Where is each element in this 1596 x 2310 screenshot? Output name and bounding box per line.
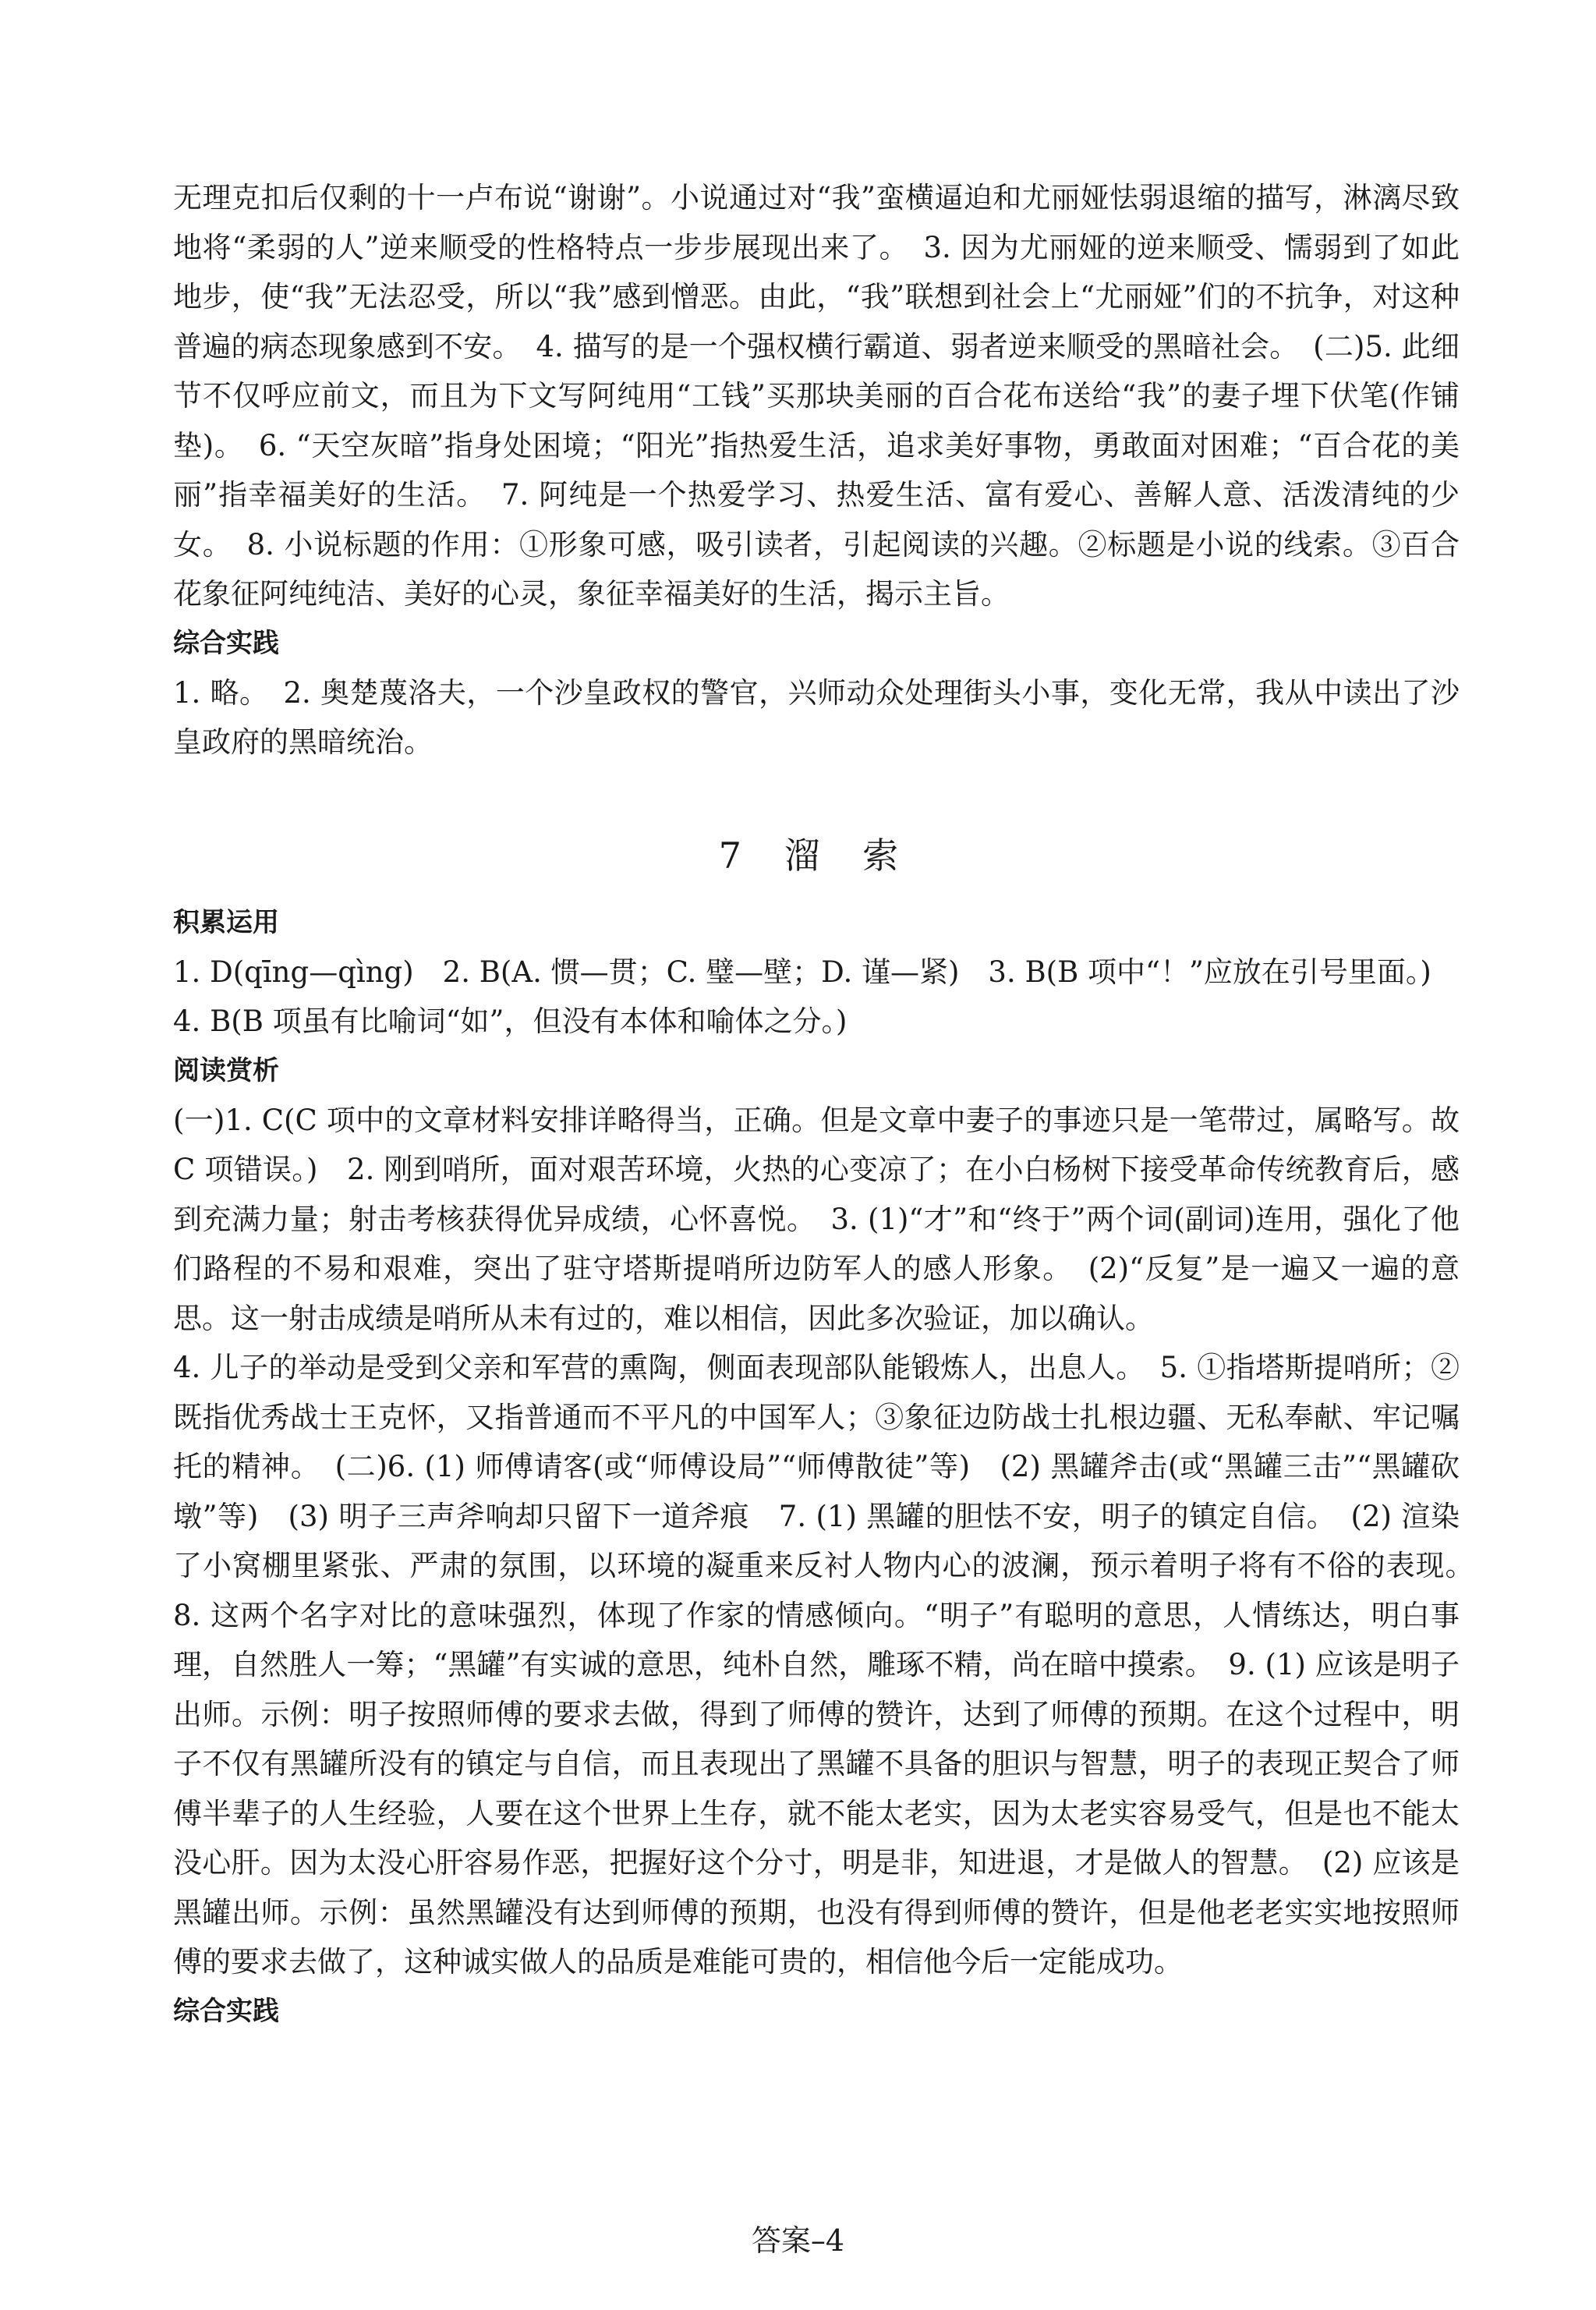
page-footer-number: 答案–4 xyxy=(751,2223,845,2258)
answer-paragraph-reading-1: (一)1. C(C 项中的文章材料安排详略得当，正确。但是文章中妻子的事迹只是一笔带过，属略写。故 C 项错误。) 2. 刚到哨所，面对艰苦环境，火热的心变凉了；在小白杨树下接受革命传统教育后，感到充满力量；射击考核获得优异成绩，心怀喜悦。 3. (1)“才”和“终于”两个词(副词)连用，强化了他们路程的不易和艰难，突出了驻守塔斯提哨所边防军人的感人形象。 (2)“反复”是一遍又一遍的意思。这一射击成绩是哨所从未有过的，难以相信，因此多次验证，加以确认。 xyxy=(173,1103,1460,1335)
answer-paragraph-accumulation-1: 1. D(qīng—qìng) 2. B(A. 惯—贯；C. 璧—壁；D. 谨—紧) 3. B(B 项中“！”应放在引号里面。) xyxy=(173,955,1431,989)
answer-paragraph-reading-2: 4. 儿子的举动是受到父亲和军营的熏陶，侧面表现部队能锻炼人，出息人。 5. ①指塔斯提哨所；②既指优秀战士王克怀，又指普通而不平凡的中国军人；③象征边防战士扎根边疆、无私奉献、牢记嘱托的精神。 (二)6. (1) 师傅请客(或“师傅设局”“师傅散徒”等) (2) 黑罐斧击(或“黑罐三击”“黑罐砍墩”等) (3) 明子三声斧响却只留下一道斧痕 7. (1) 黑罐的胆怯不安，明子的镇定自信。 (2) 渲染了小窝棚里紧张、严肃的氛围，以环境的凝重来反衬人物内心的波澜，预示着明子将有不俗的表现。 8. 这两个名字对比的意味强烈，体现了作家的情感倾向。“明子”有聪明的意思，人情练达，明白事理，自然胜人一筹；“黑罐”有实诚的意思，纯朴自然，雕琢不精，尚在暗中摸索。 9. (1) 应该是明子出师。示例：明子按照师傅的要求去做，得到了师傅的赞许，达到了师傅的预期。在这个过程中，明子不仅有黑罐所没有的镇定与自信，而且表现出了黑罐不具备的胆识与智慧，明子的表现正契合了师傅半辈子的人生经验，人要在这个世界上生存，就不能太老实，因为太老实容易受气，但是也不能太没心肝。因为太没心肝容易作恶，把握好这个分寸，明是非，知进退，才是做人的智慧。 (2) 应该是黑罐出师。示例：虽然黑罐没有达到师傅的预期，也没有得到师傅的赞许，但是他老老实实地按照师傅的要求去做了，这种诚实做人的品质是难能可贵的，相信他今后一定能成功。 xyxy=(173,1351,1488,1979)
answer-page-body xyxy=(173,173,1488,2036)
lesson-title: 7 溜 索 xyxy=(718,834,915,877)
answer-paragraph-lesson6-practice: 1. 略。 2. 奥楚蔑洛夫，一个沙皇政权的警官，兴师动众处理街头小事，变化无常，我从中读出了沙皇政府的黑暗统治。 xyxy=(173,675,1460,759)
answer-paragraph-accumulation-2: 4. B(B 项虽有比喻词“如”，但没有本体和喻体之分。) xyxy=(173,1004,848,1038)
section-heading-practice-2: 综合实践 xyxy=(173,1995,279,2027)
section-heading-reading: 阅读赏析 xyxy=(173,1054,279,1086)
section-heading-accumulation: 积累运用 xyxy=(173,906,279,938)
section-heading-practice-1: 综合实践 xyxy=(173,627,279,659)
answer-paragraph-lesson6-reading: 无理克扣后仅剩的十一卢布说“谢谢”。小说通过对“我”蛮横逼迫和尤丽娅怯弱退缩的描写，淋漓尽致地将“柔弱的人”逆来顺受的性格特点一步步展现出来了。 3. 因为尤丽娅的逆来顺受、懦弱到了如此地步，使“我”无法忍受，所以“我”感到憎恶。由此，“我”联想到社会上“尤丽娅”们的不抗争，对这种普遍的病态现象感到不安。 4. 描写的是一个强权横行霸道、弱者逆来顺受的黑暗社会。 (二)5. 此细节不仅呼应前文，而且为下文写阿纯用“工钱”买那块美丽的百合花布送给“我”的妻子埋下伏笔(作铺垫)。 6. “天空灰暗”指身处困境；“阳光”指热爱生活，追求美好事物，勇敢面对困难；“百合花的美丽”指幸福美好的生活。 7. 阿纯是一个热爱学习、热爱生活、富有爱心、善解人意、活泼清纯的少女。 8. 小说标题的作用：①形象可感，吸引读者，引起阅读的兴趣。②标题是小说的线索。③百合花象征阿纯纯洁、美好的心灵，象征幸福美好的生活，揭示主旨。 xyxy=(173,181,1460,611)
